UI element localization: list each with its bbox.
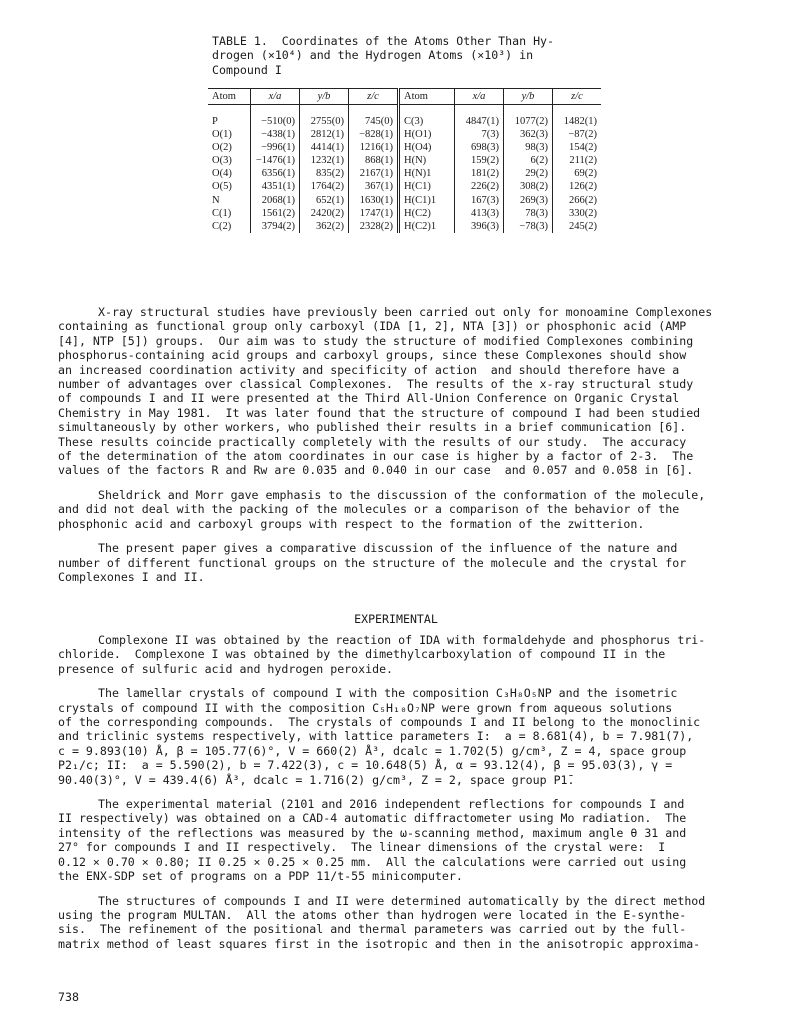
text-line: matrix method of least squares first in the isotropic and then in the anisotropic approxima- [58, 936, 701, 951]
atom-label-cell: O(4) [212, 168, 232, 180]
coordinate-cell: 226(2) [455, 180, 504, 193]
text-line: values of the factors R and Rw are 0.035 and 0.040 in our case and 0.057 and 0.058 in [6]. [58, 463, 694, 478]
paragraph-crystals [58, 686, 738, 787]
section-heading: EXPERIMENTAL [354, 612, 438, 626]
coordinate-cell: −438(1) [251, 128, 300, 141]
table-row [208, 220, 601, 233]
coordinate-cell: 2420(2) [300, 207, 349, 220]
body-text-top [58, 305, 738, 584]
atom-label-cell: H(C2)1 [399, 220, 455, 233]
text-line: simultaneously by other workers, who published their results in a brief communication [6]. [58, 420, 687, 435]
atom-label-cell: O(5) [212, 181, 232, 193]
coordinate-cell: 181(2) [455, 167, 504, 180]
table-row [208, 154, 601, 167]
coordinate-cell: 211(2) [553, 154, 602, 167]
text-line: of compounds I and II were presented at the Third All-Union Conference on Organic Crystal [58, 391, 680, 406]
text-line: chloride. Complexone I was obtained by the dimethylcarboxylation of compound II in the [58, 647, 666, 662]
text-line: Sheldrick and Morr gave emphasis to the discussion of the conformation of the molecule, [98, 487, 706, 502]
text-line: presence of sulfuric acid and hydrogen peroxide. [58, 661, 394, 676]
atom-label-cell: C(3) [399, 105, 455, 129]
coordinate-cell: −510(0) [251, 105, 300, 129]
coordinate-cell: −996(1) [251, 141, 300, 154]
column-header: Atom [399, 89, 455, 105]
atom-label-cell: H(O4) [399, 141, 455, 154]
coordinate-cell: 1747(1) [349, 207, 399, 220]
text-line: Complexone II was obtained by the reaction of IDA with formaldehyde and phosphorus tri- [98, 633, 706, 647]
paragraph-structure-determination [58, 894, 738, 952]
text-line: number of different functional groups on the structure of the molecule and the crystal for [58, 555, 687, 570]
coordinate-cell: 2167(1) [349, 167, 399, 180]
coordinate-cell: 308(2) [504, 180, 553, 193]
text-line: and did not deal with the packing of the molecules or a comparison of the behavior of the [58, 502, 680, 517]
atom-label-cell: N [212, 194, 220, 206]
coordinate-cell: 1561(2) [251, 207, 300, 220]
coordinate-cell: 2328(2) [349, 220, 399, 233]
text-line: The present paper gives a comparative discussion of the influence of the nature and [98, 541, 678, 556]
caption-line: drogen (×10⁴) and the Hydrogen Atoms (×10³) in [212, 48, 534, 63]
coordinate-cell: 652(1) [300, 194, 349, 207]
text-line: The structures of compounds I and II were determined automatically by the direct method [98, 893, 706, 908]
text-line: Complexones I and II. [58, 569, 205, 584]
coordinate-cell: 1482(1) [553, 105, 602, 129]
coordinate-cell: 269(3) [504, 194, 553, 207]
table-row [208, 105, 601, 129]
column-header: z/c [349, 89, 399, 105]
column-header: z/c [553, 89, 602, 105]
coordinate-cell: −1476(1) [251, 154, 300, 167]
text-line: [4], NTP [5]) groups. Our aim was to study the structure of modified Complexones combining [58, 333, 694, 348]
text-line: phosphonic acid and carboxyl groups with respect to the formation of the zwitterion. [58, 516, 645, 531]
coordinate-cell: 126(2) [553, 180, 602, 193]
column-header: y/b [300, 89, 349, 105]
paragraph-experimental-material [58, 797, 738, 883]
table-row [208, 167, 601, 180]
coordinate-cell: 69(2) [553, 167, 602, 180]
coordinate-cell: 698(3) [455, 141, 504, 154]
text-line: intensity of the reflections was measured by the ω-scanning method, maximum angle θ 31 and [58, 825, 687, 840]
caption-line: TABLE 1. Coordinates of the Atoms Other Than Hy- [212, 34, 555, 48]
coordinate-cell: 362(3) [504, 128, 553, 141]
table-row [208, 207, 601, 220]
text-line: using the program MULTAN. All the atoms other than hydrogen were located in the E-synthe- [58, 907, 687, 922]
text-line: and triclinic systems respectively, with lattice parameters I: a = 8.681(4), b = 7.981(7), [58, 729, 694, 744]
coordinate-cell: 1630(1) [349, 194, 399, 207]
paragraph-sheldrick [58, 488, 738, 531]
text-line: phosphorus-containing acid groups and carboxyl groups, since these Complexones should show [58, 348, 687, 363]
coordinate-cell: 868(1) [349, 154, 399, 167]
atom-label-cell: O(2) [212, 142, 232, 154]
coordinate-cell: 98(3) [504, 141, 553, 154]
table-row [208, 180, 601, 193]
paragraph-intro [58, 305, 738, 478]
text-line: of the corresponding compounds. The crystals of compounds I and II belong to the monoclinic [58, 715, 701, 730]
text-line: II respectively) was obtained on a CAD-4 automatic diffractometer using Mo radiation. The [58, 811, 687, 826]
coordinate-cell: 1077(2) [504, 105, 553, 129]
atom-label-cell: C(1) [212, 207, 232, 219]
atom-label-cell: H(O1) [399, 128, 455, 141]
table-caption [212, 34, 592, 77]
text-line: c = 9.893(10) Å, β = 105.77(6)°, V = 660(2) Å³, dcalc = 1.702(5) g/cm³, Z = 4, space group [58, 743, 687, 758]
atom-label-cell: H(C1)1 [399, 194, 455, 207]
text-line: number of advantages over classical Complexones. The results of the x-ray structural study [58, 377, 694, 392]
text-line: an increased coordination activity and specificity of action and should therefore have a [58, 362, 680, 377]
text-line: The lamellar crystals of compound I with the composition C₃H₈O₅NP and the isometric [98, 686, 678, 701]
coordinate-cell: 745(0) [349, 105, 399, 129]
coordinate-cell: 1764(2) [300, 180, 349, 193]
coordinate-cell: 330(2) [553, 207, 602, 220]
coordinate-cell: 159(2) [455, 154, 504, 167]
atom-label-cell: H(C2) [399, 207, 455, 220]
atom-label-cell: O(3) [212, 155, 232, 167]
column-header: x/a [455, 89, 504, 105]
atom-coordinates-table [208, 88, 601, 233]
column-header: Atom [208, 89, 251, 105]
text-line: containing as functional group only carboxyl (IDA [1, 2], NTA [3]) or phosphonic acid (AMP [58, 319, 687, 334]
coordinate-cell: 29(2) [504, 167, 553, 180]
coordinate-cell: 835(2) [300, 167, 349, 180]
paragraph-present-paper [58, 541, 738, 584]
text-line: 27° for compounds I and II respectively. The linear dimensions of the crystal were: I [58, 840, 666, 855]
coordinate-cell: 4414(1) [300, 141, 349, 154]
coordinate-cell: −78(3) [504, 220, 553, 233]
coordinate-cell: 1232(1) [300, 154, 349, 167]
coordinate-cell: 154(2) [553, 141, 602, 154]
atom-label-cell: P [212, 116, 218, 127]
paragraph-synthesis [58, 633, 738, 676]
coordinate-cell: 2812(1) [300, 128, 349, 141]
coordinate-cell: 6356(1) [251, 167, 300, 180]
coordinate-cell: 396(3) [455, 220, 504, 233]
atom-label-cell: H(N) [399, 154, 455, 167]
coordinate-cell: 413(3) [455, 207, 504, 220]
page-number: 738 [58, 990, 79, 1004]
text-line: X-ray structural studies have previously been carried out only for monoamine Complexones [98, 305, 713, 319]
coordinate-cell: 7(3) [455, 128, 504, 141]
coordinate-cell: 6(2) [504, 154, 553, 167]
coordinate-cell: −87(2) [553, 128, 602, 141]
coordinate-cell: 245(2) [553, 220, 602, 233]
coordinate-cell: 2068(1) [251, 194, 300, 207]
text-line: Chemistry in May 1981. It was later found that the structure of compound I had been studied [58, 405, 701, 420]
coordinate-cell: 4847(1) [455, 105, 504, 129]
table-row [208, 128, 601, 141]
coordinate-cell: −828(1) [349, 128, 399, 141]
atom-label-cell: O(1) [212, 129, 232, 141]
column-header: x/a [251, 89, 300, 105]
coordinate-cell: 3794(2) [251, 220, 300, 233]
text-line: The experimental material (2101 and 2016 independent reflections for compounds I and [98, 797, 685, 812]
caption-line: Compound I [212, 62, 282, 77]
coordinate-cell: 2755(0) [300, 105, 349, 129]
coordinate-cell: 367(1) [349, 180, 399, 193]
text-line: crystals of compound II with the composition C₅H₁₀O₇NP were grown from aqueous solutions [58, 700, 673, 715]
atom-label-cell: H(C1) [399, 180, 455, 193]
atom-label-cell: C(2) [212, 220, 232, 232]
body-text-experimental [58, 633, 738, 951]
text-line: 90.40(3)°, V = 439.4(6) Å³, dcalc = 1.716(2) g/cm³, Z = 2, space group P1̄. [58, 772, 575, 787]
table-row [208, 194, 601, 207]
text-line: of the determination of the atom coordinates in our case is higher by a factor of 2-3. The [58, 449, 694, 464]
atom-label-cell: H(N)1 [399, 167, 455, 180]
coordinate-cell: 362(2) [300, 220, 349, 233]
coordinate-cell: 266(2) [553, 194, 602, 207]
coordinate-cell: 4351(1) [251, 180, 300, 193]
text-line: These results coincide practically completely with the results of our study. The accuracy [58, 434, 687, 449]
coordinate-cell: 1216(1) [349, 141, 399, 154]
text-line: P2₁/c; II: a = 5.590(2), b = 7.422(3), c = 10.648(5) Å, α = 93.12(4), β = 95.03(3), γ = [58, 758, 673, 773]
table-header-row [208, 89, 601, 105]
text-line: sis. The refinement of the positional and thermal parameters was carried out by the full- [58, 922, 687, 937]
table-row [208, 141, 601, 154]
coordinate-cell: 78(3) [504, 207, 553, 220]
coordinate-cell: 167(3) [455, 194, 504, 207]
column-header: y/b [504, 89, 553, 105]
text-line: the ENX-SDP set of programs on a PDP 11/t-55 minicomputer. [58, 869, 463, 884]
text-line: 0.12 × 0.70 × 0.80; II 0.25 × 0.25 × 0.25 mm. All the calculations were carried out using [58, 854, 687, 869]
